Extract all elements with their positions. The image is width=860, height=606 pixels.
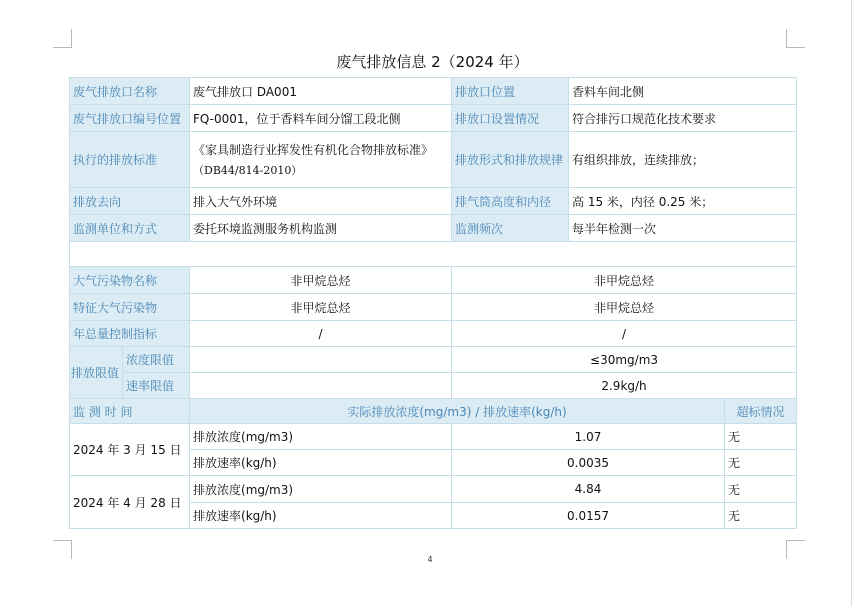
conc-value: 4.84 [452, 476, 725, 503]
conc-value: 1.07 [452, 424, 725, 450]
page-number: 4 [427, 555, 433, 564]
rate-exceed: 无 [725, 450, 797, 476]
monitor-time-header: 监 测 时 间 [70, 399, 190, 424]
monitor-date: 2024 年 3 月 15 日 [70, 424, 190, 476]
rate-label: 排放速率(kg/h) [190, 450, 452, 476]
air-pollutant-label: 大气污染物名称 [70, 267, 190, 294]
table-row [70, 399, 797, 424]
table-row [70, 215, 797, 242]
conc-limit-label: 浓度限值 [123, 347, 190, 373]
outlet-location-value: 香料车间北侧 [569, 78, 797, 105]
conc-limit-value: ≤30mg/m3 [452, 347, 797, 373]
actual-emission-header: 实际排放浓度(mg/m3) / 排放速率(kg/h) [190, 399, 725, 424]
frequency-label: 监测频次 [452, 215, 569, 242]
direction-value: 排入大气外环境 [190, 188, 452, 215]
rate-limit-value: 2.9kg/h [452, 373, 797, 399]
table-row [70, 78, 797, 105]
air-pollutant-value: 非甲烷总烃 [190, 267, 452, 294]
crop-mark-top-left [53, 29, 72, 48]
direction-label: 排放去向 [70, 188, 190, 215]
conc-label: 排放浓度(mg/m3) [190, 476, 452, 503]
conc-exceed: 无 [725, 424, 797, 450]
outlet-name-value: 废气排放口 DA001 [190, 78, 452, 105]
exceed-header: 超标情况 [725, 399, 797, 424]
table-row [70, 373, 797, 399]
conc-limit-empty [190, 347, 452, 373]
total-control-value: / [190, 321, 452, 347]
rate-value: 0.0157 [452, 503, 725, 529]
monitor-unit-label: 监测单位和方式 [70, 215, 190, 242]
emission-limit-label: 排放限值 [70, 347, 123, 399]
rate-limit-empty [190, 373, 452, 399]
emission-form-value: 有组织排放，连续排放； [569, 132, 797, 188]
conc-exceed: 无 [725, 476, 797, 503]
monitor-unit-value: 委托环境监测服务机构监测 [190, 215, 452, 242]
page-edge [851, 0, 852, 606]
outlet-code-value: FQ-0001，位于香料车间分馏工段北侧 [190, 105, 452, 132]
rate-limit-label: 速率限值 [123, 373, 190, 399]
stack-label: 排气筒高度和内径 [452, 188, 569, 215]
table-row [70, 267, 797, 294]
outlet-code-label: 废气排放口编号位置 [70, 105, 190, 132]
table-row [70, 294, 797, 321]
rate-label: 排放速率(kg/h) [190, 503, 452, 529]
characteristic-pollutant-value: 非甲烷总烃 [190, 294, 452, 321]
total-control-value: / [452, 321, 797, 347]
outlet-info-table [69, 77, 797, 267]
conc-label: 排放浓度(mg/m3) [190, 424, 452, 450]
crop-mark-top-right [786, 29, 805, 48]
stack-value: 高 15 米，内径 0.25 米； [569, 188, 797, 215]
characteristic-pollutant-value: 非甲烷总烃 [452, 294, 797, 321]
rate-value: 0.0035 [452, 450, 725, 476]
document-title: 废气排放信息 2（2024 年） [336, 53, 529, 71]
emission-form-label: 排放形式和排放规律 [452, 132, 569, 188]
characteristic-pollutant-label: 特征大气污染物 [70, 294, 190, 321]
outlet-name-label: 废气排放口名称 [70, 78, 190, 105]
table-row [70, 188, 797, 215]
table-row [70, 347, 797, 373]
spacer-cell [70, 242, 797, 267]
table-row [70, 476, 797, 503]
pollutant-monitoring-table [69, 266, 797, 529]
standard-code: （DB44/814-2010） [193, 163, 303, 177]
frequency-value: 每半年检测一次 [569, 215, 797, 242]
standard-value [190, 132, 452, 188]
standard-label: 执行的排放标准 [70, 132, 190, 188]
table-row [70, 105, 797, 132]
outlet-setup-label: 排放口设置情况 [452, 105, 569, 132]
table-row [70, 424, 797, 450]
outlet-setup-value: 符合排污口规范化技术要求 [569, 105, 797, 132]
monitor-date: 2024 年 4 月 28 日 [70, 476, 190, 529]
spacer-row [70, 242, 797, 267]
table-row [70, 132, 797, 188]
outlet-location-label: 排放口位置 [452, 78, 569, 105]
air-pollutant-value: 非甲烷总烃 [452, 267, 797, 294]
rate-exceed: 无 [725, 503, 797, 529]
standard-name: 《家具制造行业挥发性有机化合物排放标准》 [193, 142, 434, 157]
table-row [70, 321, 797, 347]
total-control-label: 年总量控制指标 [70, 321, 190, 347]
